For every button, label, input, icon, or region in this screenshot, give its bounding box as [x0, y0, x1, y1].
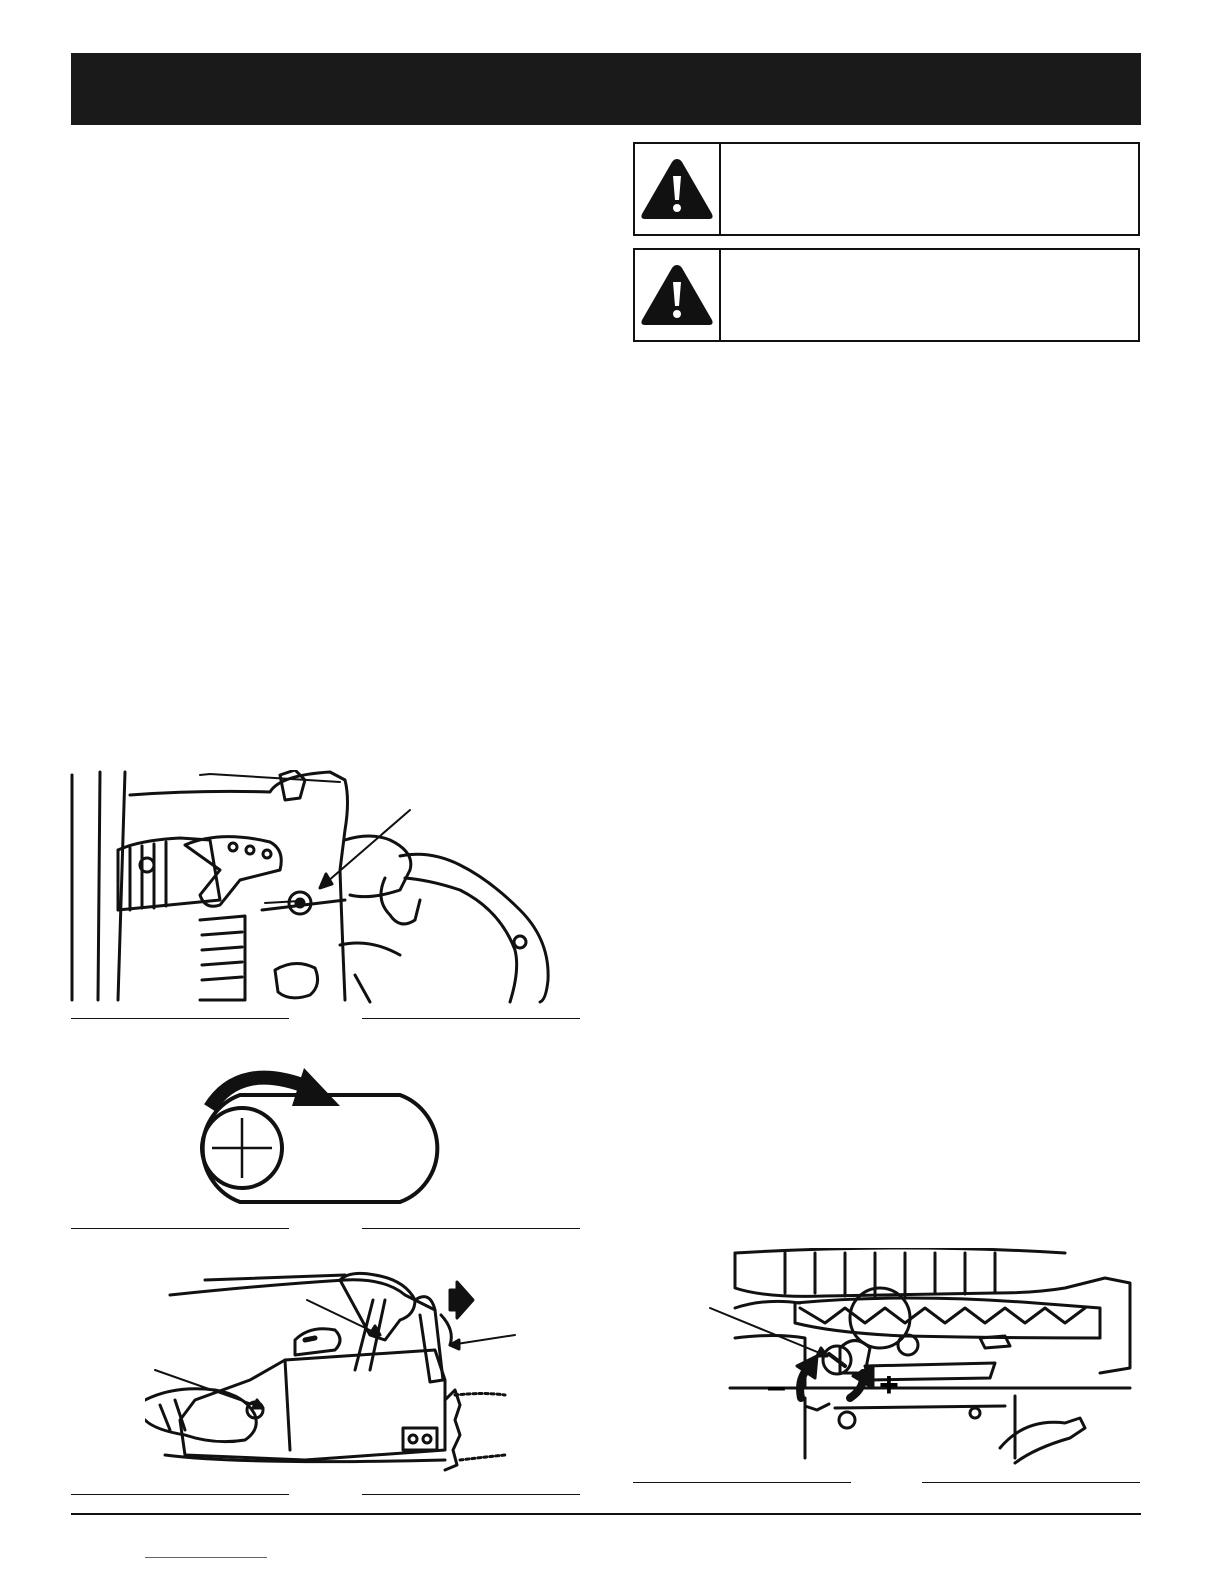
- caption-rule-left: [71, 1018, 289, 1019]
- caption-rule-left: [71, 1228, 289, 1229]
- knob-rotation-diagram: [180, 1060, 470, 1210]
- warning-icon-cell: [635, 250, 721, 340]
- caption-rule-right: [362, 1228, 580, 1229]
- footer-link-underline[interactable]: [145, 1557, 267, 1558]
- decrease-label: –: [767, 1368, 786, 1406]
- warning-box-1: [633, 142, 1140, 236]
- footer-rule: [71, 1513, 1141, 1515]
- caption-rule-left: [633, 1482, 851, 1483]
- warning-box-2: [633, 248, 1140, 342]
- caption-rule-left: [71, 1494, 289, 1495]
- warning-triangle-icon: [639, 156, 715, 222]
- oil-adjustment-illustration: [705, 1248, 1140, 1478]
- oil-adjustment-figure: [705, 1248, 1140, 1478]
- choke-knob-illustration: [70, 770, 580, 1005]
- caption-rule-right: [362, 1494, 580, 1495]
- section-header-bar: [71, 53, 1141, 125]
- caption-rule-right: [362, 1018, 580, 1019]
- chain-brake-illustration: [145, 1270, 525, 1480]
- warning-icon-cell: [635, 144, 721, 234]
- caption-rule-right: [922, 1482, 1140, 1483]
- warning-triangle-icon: [639, 262, 715, 328]
- increase-label: +: [879, 1366, 899, 1404]
